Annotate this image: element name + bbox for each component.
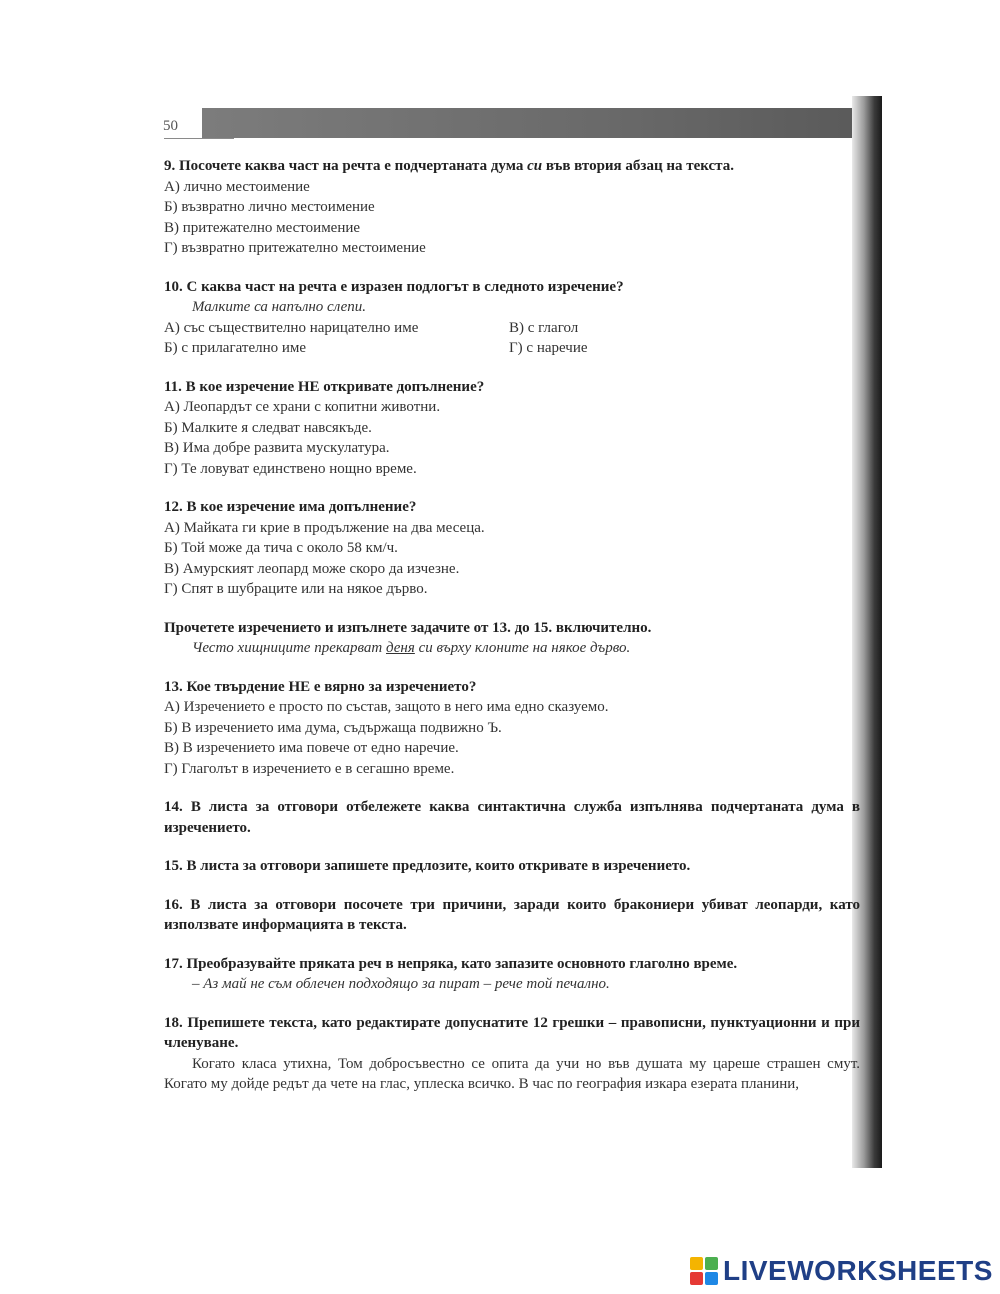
question-title: 11. В кое изречение НЕ откривате допълнение?: [164, 378, 485, 395]
task-intro: [164, 618, 860, 659]
option-b[interactable]: Б) Той може да тича с около 58 км/ч.: [164, 540, 398, 556]
question-title: 18. Препишете текста, като редактирате допуснатите 12 грешки – правописни, пунктуационни и при членуване.: [164, 1014, 860, 1051]
header-bar: [202, 108, 862, 138]
option-d[interactable]: Г) Те ловуват единствено нощно време.: [164, 460, 417, 477]
option-a[interactable]: А) Изречението е просто по състав, защото в него има едно сказуемо.: [164, 699, 609, 715]
underlined-word: деня: [386, 640, 415, 656]
question-17: [164, 954, 860, 995]
worksheet-content: [164, 156, 860, 1113]
option-a[interactable]: А) лично местоимение: [164, 178, 310, 195]
question-12: [164, 497, 860, 600]
question-14: [164, 797, 860, 838]
option-c[interactable]: В) притежателно местоимение: [164, 219, 361, 236]
question-16: [164, 895, 860, 936]
intro-sentence: Често хищниците прекарват деня си върху клоните на някое дърво.: [192, 640, 631, 656]
question-title: 15. В листа за отговори запишете предлозите, които откривате в изречението.: [164, 858, 691, 874]
intro-title: Прочетете изречението и изпълнете задачите от 13. до 15. включително.: [164, 619, 652, 636]
option-a[interactable]: А) Леопардът се храни с копитни животни.: [164, 399, 441, 415]
option-c[interactable]: В) Има добре развита мускулатура.: [164, 440, 390, 456]
question-title: 12. В кое изречение има допълнение?: [164, 499, 417, 515]
option-d[interactable]: Г) възвратно притежателно местоимение: [164, 240, 426, 256]
option-b[interactable]: Б) с прилагателно име: [164, 340, 307, 356]
question-title: 17. Преобразувайте пряката реч в непряка, като запазите основното глаголно време.: [164, 955, 738, 972]
option-b[interactable]: Б) Малките я следват навсякъде.: [164, 419, 372, 436]
option-d[interactable]: Г) с наречие: [509, 340, 588, 356]
logo-square: [705, 1272, 718, 1285]
option-d[interactable]: Г) Спят в шубраците или на някое дърво.: [164, 581, 428, 597]
option-b[interactable]: Б) възвратно лично местоимение: [164, 199, 375, 215]
option-c[interactable]: В) Амурският леопард може скоро да изчезне.: [164, 560, 460, 577]
option-a[interactable]: А) със съществително нарицателно име: [164, 319, 419, 336]
example-sentence: Малките са напълно слепи.: [192, 299, 367, 315]
question-title: 14. В листа за отговори отбележете каква синтактична служба изпълнява подчертаната дума в изречението.: [164, 799, 860, 836]
liveworksheets-logo[interactable]: [690, 1254, 993, 1288]
option-a[interactable]: А) Майката ги крие в продължение на два месеца.: [164, 519, 485, 536]
question-9: [164, 156, 860, 259]
question-11: [164, 377, 860, 480]
direct-speech: – Аз май не съм облечен подходящо за пират – рече той печално.: [192, 976, 610, 992]
header-rule: [164, 138, 234, 139]
question-15: [164, 856, 860, 877]
question-title: 16. В листа за отговори посочете три причини, заради които бракониери убиват леопарди, като използвате информацията в текста.: [164, 896, 860, 933]
option-c[interactable]: В) с глагол: [509, 319, 579, 336]
logo-grid-icon: [690, 1257, 718, 1285]
question-title: 13. Кое твърдение НЕ е вярно за изречението?: [164, 678, 477, 695]
logo-square: [690, 1272, 703, 1285]
question-title: 9. Посочете каква част на речта е подчертаната дума си във втория абзац на текста.: [164, 158, 734, 174]
text-to-edit: Когато класа утихна, Том добросъвестно се опита да учи но във душата му цареше страшен смут. Когато му дойде редът да чете на глас, уплеска всичко. В час по география изкара езерата планини,: [164, 1055, 860, 1092]
question-10: [164, 277, 860, 359]
question-18: [164, 1013, 860, 1095]
logo-square: [705, 1257, 718, 1270]
logo-square: [690, 1257, 703, 1270]
question-13: [164, 677, 860, 780]
question-title: 10. С каква част на речта е изразен подлогът в следното изречение?: [164, 278, 624, 295]
logo-text: LIVEWORKSHEETS: [723, 1255, 993, 1286]
option-d[interactable]: Г) Глаголът в изречението е в сегашно време.: [164, 760, 455, 777]
option-c[interactable]: В) В изречението има повече от едно наречие.: [164, 740, 459, 756]
option-b[interactable]: Б) В изречението има дума, съдържаща подвижно Ъ.: [164, 719, 502, 736]
page-number: 50: [163, 118, 178, 134]
